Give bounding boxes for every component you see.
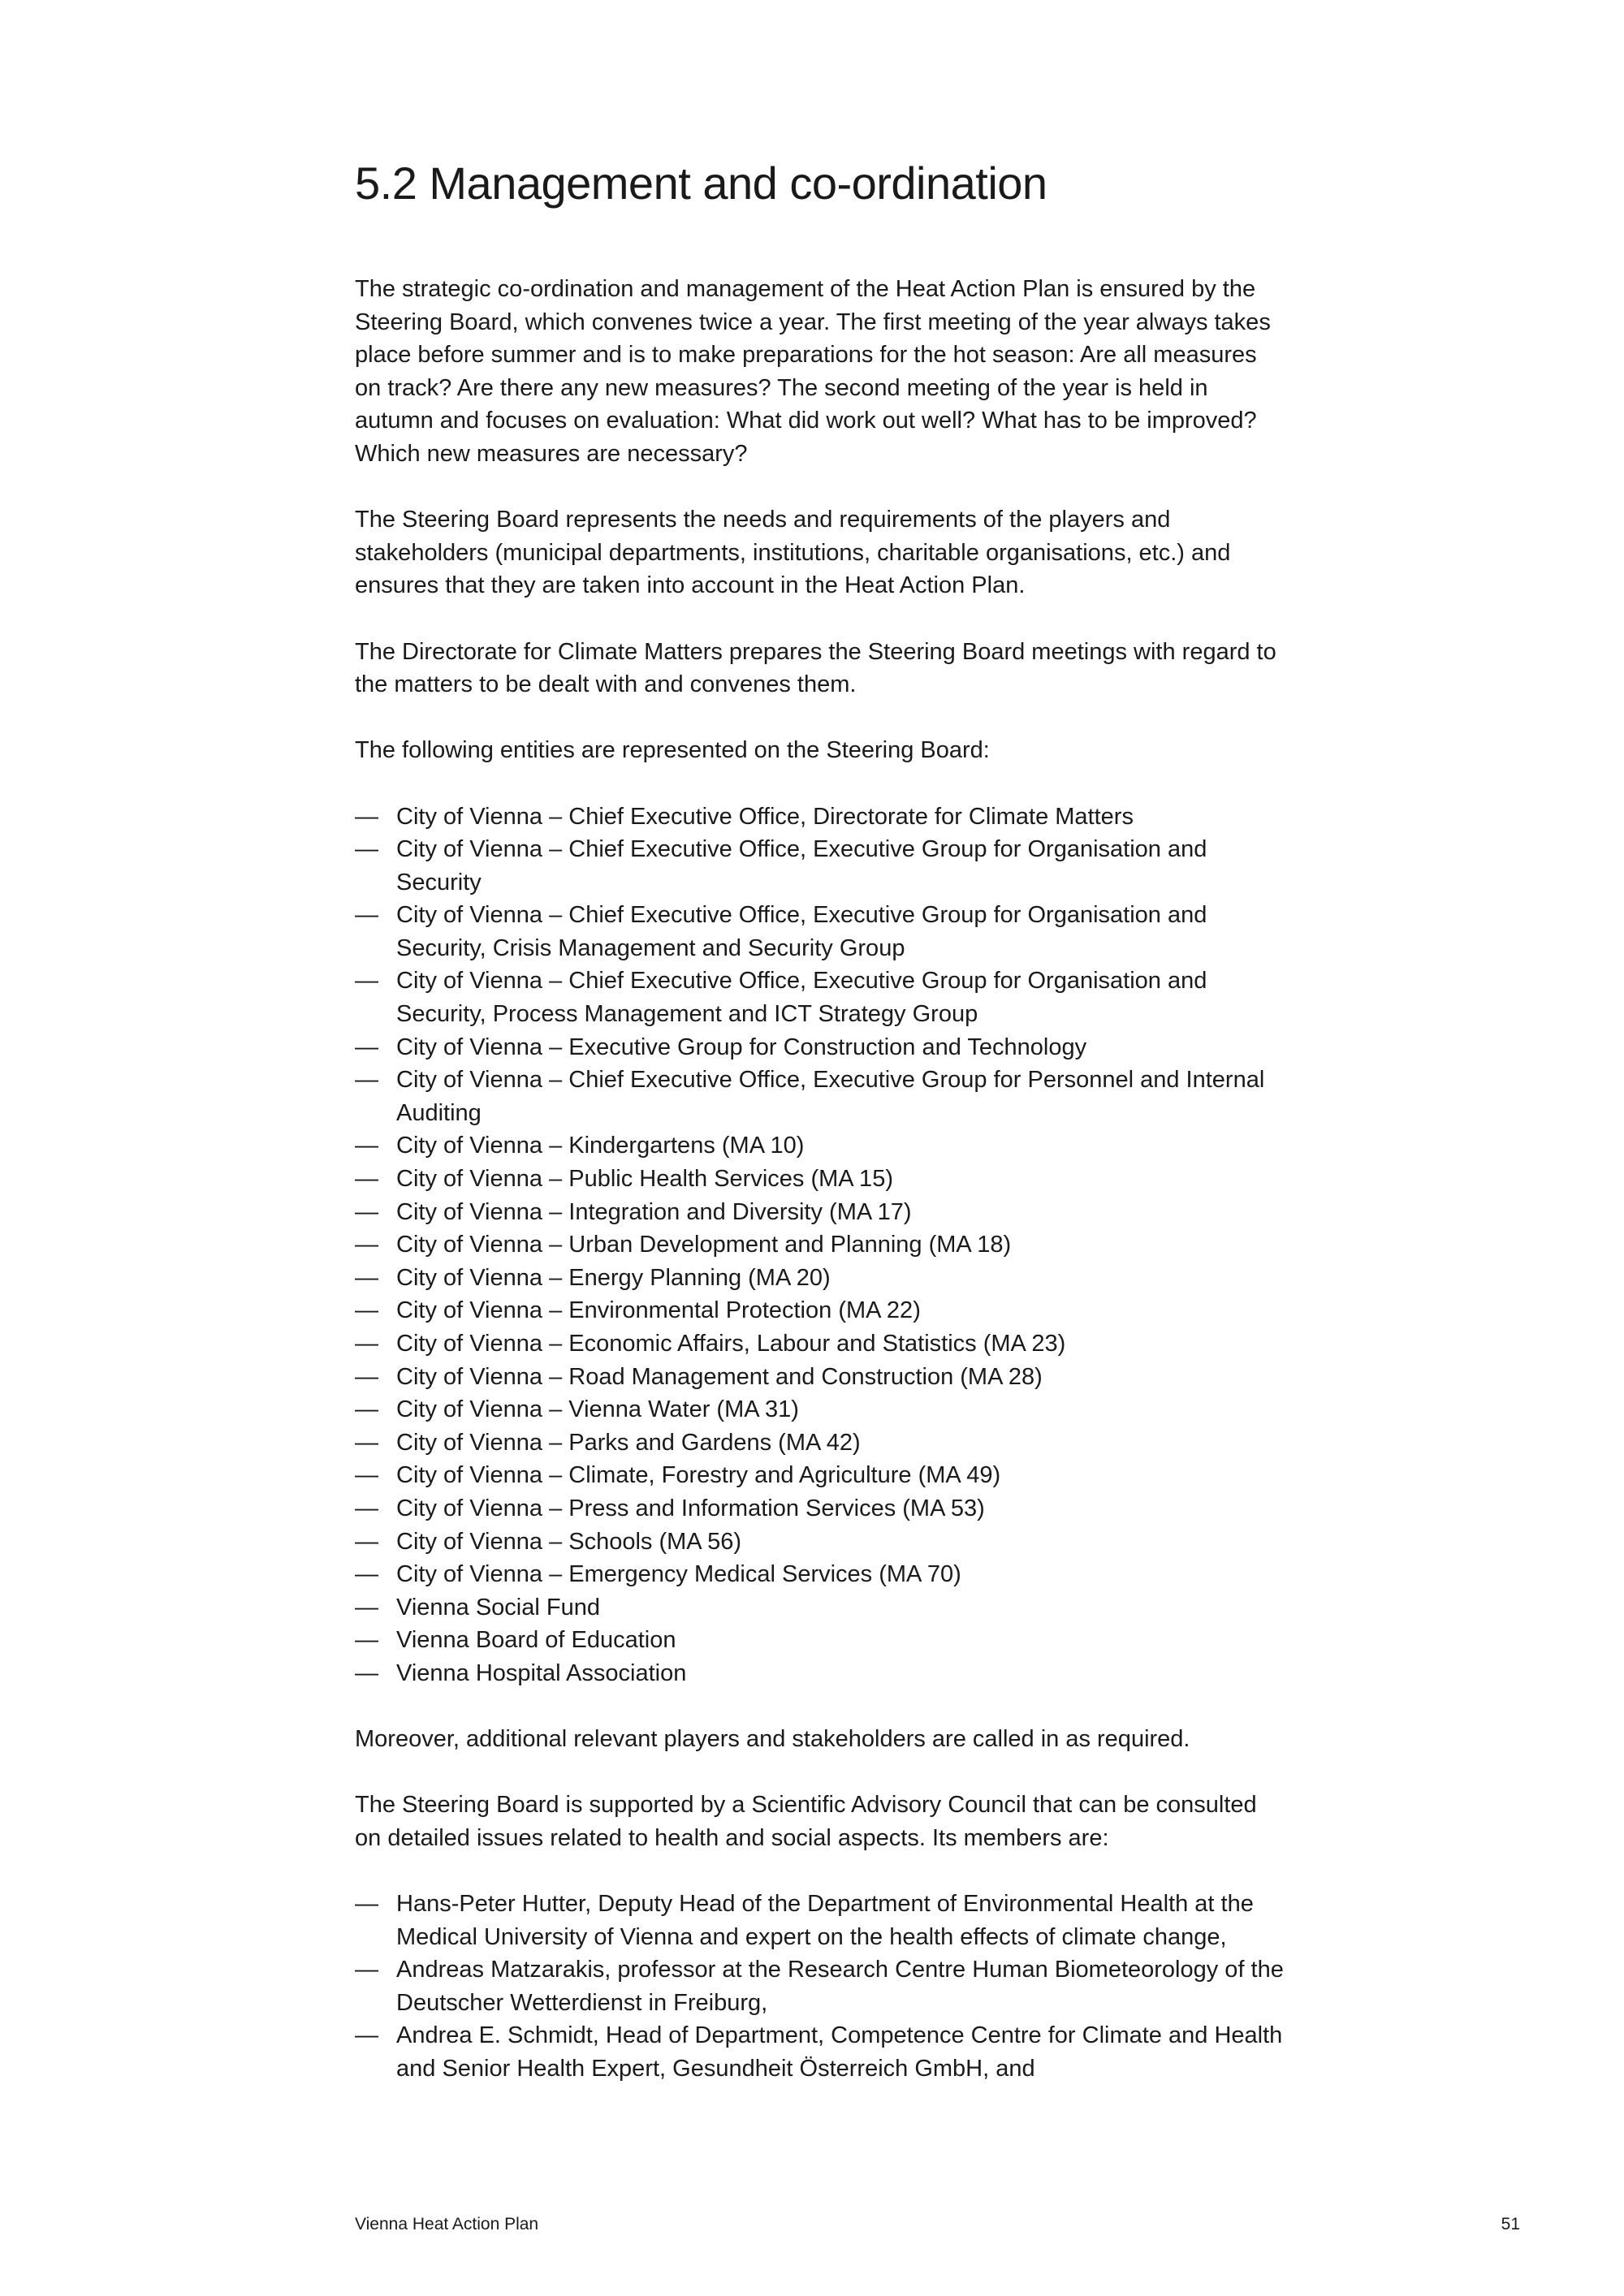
list-item-text: Hans-Peter Hutter, Deputy Head of the Department of Environmental Health at the Medical University of Vienna and expert on the health effects of climate change, bbox=[396, 1891, 1254, 1950]
list-item bbox=[355, 1953, 1289, 2019]
list-item-text: City of Vienna – Chief Executive Office, Directorate for Climate Matters bbox=[396, 803, 1134, 830]
bullet-dash: — bbox=[355, 836, 378, 863]
bullet-dash: — bbox=[355, 1396, 378, 1423]
bullet-dash: — bbox=[355, 1528, 378, 1555]
paragraph-stakeholder-needs: The Steering Board represents the needs and requirements of the players and stakeholders (municipal departments, institutions, charitable organisations, etc.) and ensures that they are taken into account in the Heat Action Plan. bbox=[355, 507, 1231, 599]
entity-list bbox=[355, 801, 1289, 1690]
bullet-dash: — bbox=[355, 1133, 378, 1159]
list-item-text: City of Vienna – Chief Executive Office, Executive Group for Personnel and Internal Auditing bbox=[396, 1067, 1265, 1126]
list-item-text: City of Vienna – Executive Group for Construction and Technology bbox=[396, 1034, 1087, 1060]
list-item-text: City of Vienna – Urban Development and Planning (MA 18) bbox=[396, 1232, 1012, 1258]
list-item-text: City of Vienna – Road Management and Construction (MA 28) bbox=[396, 1363, 1043, 1390]
bullet-dash: — bbox=[355, 1264, 378, 1291]
list-item bbox=[355, 833, 1289, 899]
list-item-text: Andrea E. Schmidt, Head of Department, Competence Centre for Climate and Health and Senior Health Expert, Gesundheit Österreich GmbH, and bbox=[396, 2022, 1283, 2082]
list-item-text: City of Vienna – Integration and Diversity (MA 17) bbox=[396, 1198, 912, 1225]
list-item-text: City of Vienna – Energy Planning (MA 20) bbox=[396, 1264, 831, 1291]
list-item bbox=[355, 1624, 1289, 1657]
list-item-text: Vienna Social Fund bbox=[396, 1594, 600, 1621]
list-item-text: City of Vienna – Press and Information Services (MA 53) bbox=[396, 1495, 985, 1521]
bullet-dash: — bbox=[355, 1429, 378, 1456]
bullet-dash: — bbox=[355, 1067, 378, 1094]
list-item bbox=[355, 1228, 1289, 1262]
list-item bbox=[355, 1558, 1289, 1591]
list-item-text: City of Vienna – Chief Executive Office, Executive Group for Organisation and Security, Process Management and ICT Strategy Group bbox=[396, 968, 1207, 1028]
paragraph-entities-intro: The following entities are represented on the Steering Board: bbox=[355, 737, 990, 764]
list-item bbox=[355, 1327, 1289, 1361]
bullet-dash: — bbox=[355, 2022, 378, 2049]
bullet-dash: — bbox=[355, 1957, 378, 1983]
bullet-dash: — bbox=[355, 1891, 378, 1918]
body-content bbox=[355, 273, 1289, 2118]
list-item bbox=[355, 1492, 1289, 1526]
list-item bbox=[355, 1657, 1289, 1690]
list-item-text: City of Vienna – Public Health Services (MA 15) bbox=[396, 1166, 893, 1193]
list-item bbox=[355, 1459, 1289, 1492]
bullet-dash: — bbox=[355, 1627, 378, 1654]
list-item bbox=[355, 1526, 1289, 1559]
list-item-text: Vienna Hospital Association bbox=[396, 1659, 687, 1686]
list-item bbox=[355, 1888, 1289, 1953]
list-item-text: City of Vienna – Parks and Gardens (MA 42) bbox=[396, 1429, 861, 1456]
list-item bbox=[355, 1163, 1289, 1196]
list-item-text: City of Vienna – Emergency Medical Services (MA 70) bbox=[396, 1561, 961, 1588]
list-item-text: Andreas Matzarakis, professor at the Research Centre Human Biometeorology of the Deutscher Wetterdienst in Freiburg, bbox=[396, 1957, 1284, 2016]
list-item bbox=[355, 899, 1289, 965]
paragraph-steering-board-overview: The strategic co-ordination and management of the Heat Action Plan is ensured by the Steering Board, which convenes twice a year. The first meeting of the year always takes place before summer and is to make preparations for the hot season: Are all measures on track? Are there any new measures? The second meeting of the year is held in autumn and focuses on evaluation: What did work out well? What has to be improved? Which new measures are necessary? bbox=[355, 276, 1271, 467]
bullet-dash: — bbox=[355, 968, 378, 995]
list-item bbox=[355, 1393, 1289, 1426]
bullet-dash: — bbox=[355, 1034, 378, 1060]
bullet-dash: — bbox=[355, 1198, 378, 1225]
list-item bbox=[355, 1426, 1289, 1460]
bullet-dash: — bbox=[355, 1331, 378, 1357]
list-item-text: City of Vienna – Climate, Forestry and Agriculture (MA 49) bbox=[396, 1462, 1001, 1489]
footer-document-title: Vienna Heat Action Plan bbox=[355, 2215, 539, 2233]
list-item-text: City of Vienna – Chief Executive Office, Executive Group for Organisation and Security bbox=[396, 836, 1207, 896]
list-item-text: City of Vienna – Chief Executive Office, Executive Group for Organisation and Security, Crisis Management and Security Group bbox=[396, 902, 1207, 961]
list-item-text: City of Vienna – Economic Affairs, Labour and Statistics (MA 23) bbox=[396, 1331, 1066, 1357]
bullet-dash: — bbox=[355, 1297, 378, 1324]
list-item bbox=[355, 1031, 1289, 1064]
paragraph-additional-players: Moreover, additional relevant players and stakeholders are called in as required. bbox=[355, 1726, 1190, 1753]
list-item bbox=[355, 2019, 1289, 2085]
list-item bbox=[355, 1064, 1289, 1129]
list-item bbox=[355, 1262, 1289, 1295]
bullet-dash: — bbox=[355, 1561, 378, 1588]
list-item-text: City of Vienna – Schools (MA 56) bbox=[396, 1528, 742, 1555]
list-item bbox=[355, 965, 1289, 1030]
page-title: 5.2 Management and co-ordination bbox=[355, 158, 1047, 209]
list-item-text: Vienna Board of Education bbox=[396, 1627, 676, 1654]
list-item bbox=[355, 801, 1289, 834]
bullet-dash: — bbox=[355, 1495, 378, 1521]
council-member-list bbox=[355, 1888, 1289, 2086]
bullet-dash: — bbox=[355, 1462, 378, 1489]
list-item-text: City of Vienna – Vienna Water (MA 31) bbox=[396, 1396, 799, 1423]
list-item-text: City of Vienna – Environmental Protection (MA 22) bbox=[396, 1297, 921, 1324]
paragraph-directorate: The Directorate for Climate Matters prepares the Steering Board meetings with regard to the matters to be dealt with and convenes them. bbox=[355, 638, 1276, 698]
bullet-dash: — bbox=[355, 1363, 378, 1390]
paragraph-advisory-council: The Steering Board is supported by a Scientific Advisory Council that can be consulted on detailed issues related to health and social aspects. Its members are: bbox=[355, 1792, 1257, 1851]
list-item-text: City of Vienna – Kindergartens (MA 10) bbox=[396, 1133, 805, 1159]
bullet-dash: — bbox=[355, 1594, 378, 1621]
bullet-dash: — bbox=[355, 902, 378, 929]
list-item bbox=[355, 1196, 1289, 1229]
list-item bbox=[355, 1129, 1289, 1163]
bullet-dash: — bbox=[355, 803, 378, 830]
footer-page-number: 51 bbox=[1501, 2215, 1520, 2233]
bullet-dash: — bbox=[355, 1659, 378, 1686]
list-item bbox=[355, 1591, 1289, 1625]
list-item bbox=[355, 1294, 1289, 1327]
bullet-dash: — bbox=[355, 1232, 378, 1258]
bullet-dash: — bbox=[355, 1166, 378, 1193]
list-item bbox=[355, 1361, 1289, 1394]
